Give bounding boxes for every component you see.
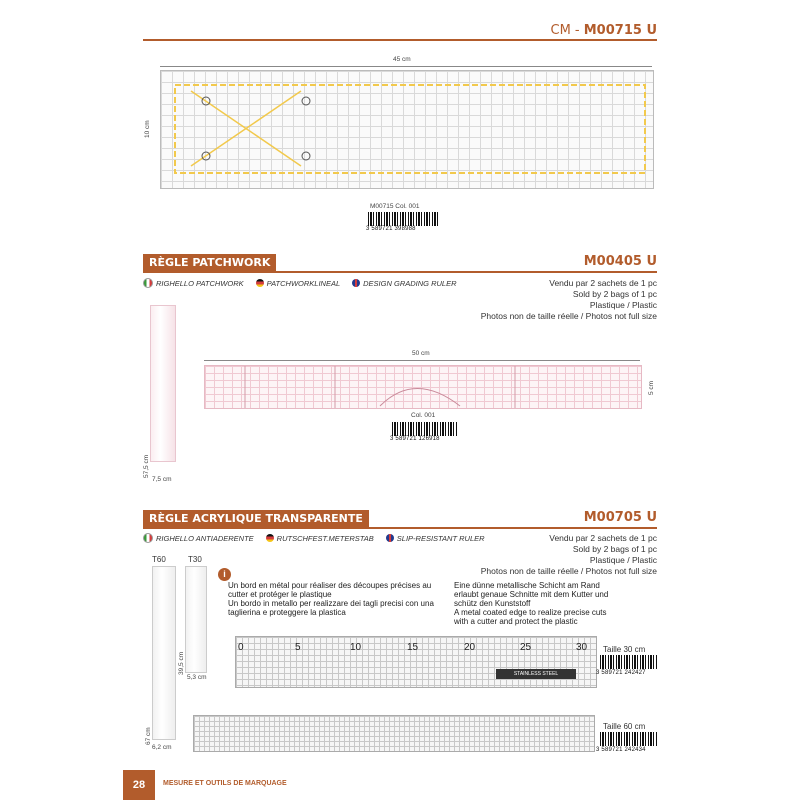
section2-barcode bbox=[392, 422, 458, 436]
acrylic-ruler-60-image bbox=[193, 715, 595, 752]
barcode30 bbox=[600, 655, 658, 669]
lang-it: RIGHELLO PATCHWORK bbox=[143, 278, 244, 288]
section2-pack-height: 57,5 cm bbox=[143, 454, 150, 478]
t60-height-label: 67 cm bbox=[145, 727, 152, 745]
tick-5: 5 bbox=[295, 642, 301, 653]
p1-barcode-number: 3 589721 398988 bbox=[366, 226, 416, 232]
t30-package-image bbox=[185, 566, 207, 673]
t60-package-image bbox=[152, 566, 176, 740]
t60-label: T60 bbox=[152, 555, 166, 564]
footer-title: MESURE ET OUTILS DE MARQUAGE bbox=[163, 780, 287, 787]
patchwork-ruler-45-image bbox=[160, 70, 654, 189]
section3-sold-info: Vendu par 2 sachets de 1 pc Sold by 2 bags of 1 pc Plastique / Plastic Photos non de taille réelle / Photos not full size bbox=[480, 533, 657, 576]
tick-15: 15 bbox=[407, 642, 419, 653]
barcode30-number: 3 589721 242427 bbox=[596, 670, 646, 676]
ruler45-overlay bbox=[161, 71, 653, 188]
section2-code: M00405 U bbox=[583, 254, 657, 269]
it-flag-icon bbox=[143, 278, 153, 288]
p1-col-label: M00715 Col. 001 bbox=[370, 203, 420, 210]
desc-fr-it: Un bord en métal pour réaliser des découpes précises au cutter et protéger le plastique Un bordo in metallo per realizzare dei tagli precisi con una taglierina e proteggere la plastica bbox=[228, 581, 434, 617]
patchwork-ruler-50-image bbox=[204, 365, 642, 409]
t30-height-label: 39,5 cm bbox=[178, 651, 185, 675]
desc-de-en: Eine dünne metallische Schicht am Rand erlaubt genaue Schnitte mit dem Kutter und schütz den Kunststoff A metal coated edge to realize precise cuts with a cutter and protect the plastic bbox=[454, 581, 609, 626]
tick-25: 25 bbox=[520, 642, 532, 653]
section3-langs bbox=[143, 533, 485, 543]
t60-width-label: 6,2 cm bbox=[152, 744, 172, 751]
p1-height-label: 10 cm bbox=[144, 120, 151, 138]
patchwork-package-image bbox=[150, 305, 176, 462]
ruler30-brand: STAINLESS STEEL bbox=[496, 669, 576, 679]
header-prefix: CM - bbox=[550, 23, 584, 38]
lang-it: RIGHELLO ANTIADERENTE bbox=[143, 533, 254, 543]
size60-label: Taille 60 cm bbox=[603, 722, 646, 731]
section2-col-label: Col. 001 bbox=[411, 412, 436, 419]
section2-pack-width: 7,5 cm bbox=[152, 476, 172, 483]
p1-width-label: 45 cm bbox=[393, 56, 411, 63]
header-code bbox=[551, 23, 658, 38]
p1-width-line bbox=[160, 66, 652, 67]
section3-code: M00705 U bbox=[583, 510, 657, 525]
it-flag-icon bbox=[143, 533, 153, 543]
section2-sold-info: Vendu par 2 sachets de 1 pc Sold by 2 bags of 1 pc Plastique / Plastic Photos non de taille réelle / Photos not full size bbox=[480, 278, 657, 321]
uk-flag-icon bbox=[386, 534, 394, 542]
uk-flag-icon bbox=[352, 279, 360, 287]
section2-title: RÈGLE PATCHWORK bbox=[143, 254, 276, 271]
header-rule bbox=[143, 39, 657, 41]
section2-rule bbox=[143, 271, 657, 273]
lang-en: DESIGN GRADING RULER bbox=[352, 278, 456, 288]
tick-20: 20 bbox=[464, 642, 476, 653]
section2-width-label: 50 cm bbox=[412, 350, 430, 357]
t30-label: T30 bbox=[188, 555, 202, 564]
p1-barcode bbox=[368, 212, 438, 226]
ruler50-overlay bbox=[205, 366, 641, 408]
section3-title: RÈGLE ACRYLIQUE TRANSPARENTE bbox=[143, 510, 369, 527]
tick-30: 30 bbox=[576, 642, 588, 653]
t30-width-label: 5,3 cm bbox=[187, 674, 207, 681]
tick-10: 10 bbox=[350, 642, 362, 653]
info-icon: i bbox=[218, 568, 231, 581]
tick-0: 0 bbox=[238, 642, 244, 653]
lang-en: SLIP-RESISTANT RULER bbox=[386, 533, 485, 543]
header-product-code: M00715 U bbox=[583, 23, 657, 38]
de-flag-icon bbox=[266, 534, 274, 542]
de-flag-icon bbox=[256, 279, 264, 287]
barcode60 bbox=[600, 732, 658, 746]
lang-de: PATCHWORKLINEAL bbox=[256, 278, 340, 288]
lang-de: RUTSCHFEST.METERSTAB bbox=[266, 533, 374, 543]
page-number: 28 bbox=[123, 770, 155, 800]
section2-barcode-number: 3 589721 126918 bbox=[390, 436, 440, 442]
section2-width-line bbox=[204, 360, 640, 361]
size30-label: Taille 30 cm bbox=[603, 645, 646, 654]
section2-langs bbox=[143, 278, 457, 288]
section3-rule bbox=[143, 527, 657, 529]
section2-height-label: 5 cm bbox=[648, 380, 655, 395]
barcode60-number: 3 589721 242434 bbox=[596, 747, 646, 753]
